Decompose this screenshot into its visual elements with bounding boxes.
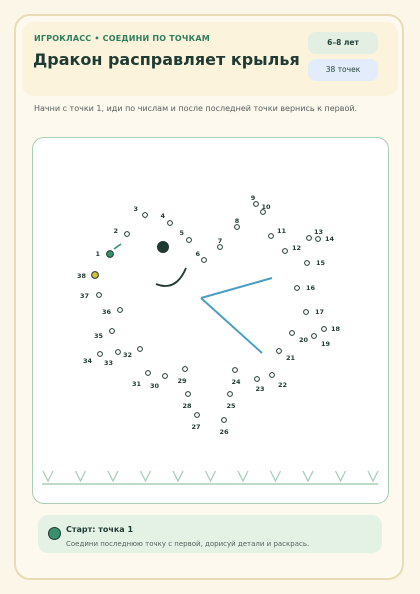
dot-number-label: 6 xyxy=(195,250,200,258)
dot-number-label: 17 xyxy=(315,308,325,316)
puzzle-dot[interactable] xyxy=(312,334,317,339)
puzzle-dot[interactable] xyxy=(283,249,288,254)
puzzle-dot[interactable] xyxy=(110,329,115,334)
puzzle-dot[interactable] xyxy=(228,392,233,397)
puzzle-dot[interactable] xyxy=(307,236,312,241)
page-title: Дракон расправляет крылья xyxy=(33,50,300,69)
grass-tuft-icon xyxy=(238,471,248,481)
puzzle-dot[interactable] xyxy=(269,234,274,239)
puzzle-dot[interactable] xyxy=(187,238,192,243)
puzzle-dot[interactable] xyxy=(270,373,275,378)
dot-number-label: 9 xyxy=(250,194,256,202)
dot-number-label: 22 xyxy=(278,381,288,389)
puzzle-dot[interactable] xyxy=(143,213,148,218)
grass-tuft-icon xyxy=(173,471,183,481)
dot-number-label: 38 xyxy=(76,272,86,280)
puzzle-dot[interactable] xyxy=(97,293,102,298)
dot-number-label: 8 xyxy=(234,217,240,225)
dot-number-label: 13 xyxy=(314,228,324,236)
puzzle-dot[interactable] xyxy=(254,202,259,207)
grass-tuft-icon xyxy=(303,471,313,481)
grass-tuft-icon xyxy=(43,471,53,481)
grass-tuft-icon xyxy=(76,471,86,481)
puzzle-dot[interactable] xyxy=(305,261,310,266)
puzzle-dot[interactable] xyxy=(163,374,168,379)
puzzle-dot[interactable] xyxy=(125,232,130,237)
dot-number-label: 27 xyxy=(191,423,201,431)
dot-number-label: 14 xyxy=(325,235,335,243)
brand-label: ИГРОКЛАСС • СОЕДИНИ ПО ТОЧКАМ xyxy=(34,34,210,43)
puzzle-dot[interactable] xyxy=(316,237,321,242)
age-badge: 6–8 лет xyxy=(308,32,378,54)
grass-tuft-icon xyxy=(108,471,118,481)
puzzle-dot[interactable] xyxy=(195,413,200,418)
dot-number-label: 12 xyxy=(292,244,302,252)
puzzle-dot[interactable] xyxy=(322,327,327,332)
puzzle-dot[interactable] xyxy=(295,286,300,291)
dot-number-label: 28 xyxy=(182,402,192,410)
dot-number-label: 29 xyxy=(177,377,187,385)
puzzle-dot[interactable] xyxy=(233,368,238,373)
puzzle-dot[interactable] xyxy=(116,350,121,355)
start-dot[interactable] xyxy=(107,251,114,258)
numbered-dots xyxy=(77,194,341,436)
dot-number-label: 33 xyxy=(103,359,113,367)
puzzle-dot[interactable] xyxy=(235,225,240,230)
instruction-text: Начни с точки 1, иди по числам и после последней точки вернись к первой. xyxy=(34,104,358,113)
dot-puzzle-canvas[interactable] xyxy=(32,137,389,504)
dot-number-label: 31 xyxy=(131,380,141,388)
smile-icon xyxy=(156,268,186,286)
puzzle-dot[interactable] xyxy=(186,392,191,397)
puzzle-dot[interactable] xyxy=(218,245,223,250)
grass-tuft-icon xyxy=(336,471,346,481)
eye-icon xyxy=(157,241,169,253)
dot-number-label: 30 xyxy=(149,382,159,390)
dot-number-label: 5 xyxy=(179,229,184,237)
puzzle-dot[interactable] xyxy=(146,371,151,376)
puzzle-dot[interactable] xyxy=(222,418,227,423)
dot-count-badge: 38 точек xyxy=(308,59,378,81)
dot-number-label: 24 xyxy=(231,378,241,386)
puzzle-dot[interactable] xyxy=(138,347,143,352)
start-dot-icon xyxy=(48,527,61,540)
dot-number-label: 18 xyxy=(331,325,341,333)
puzzle-dot[interactable] xyxy=(98,352,103,357)
dot-number-label: 36 xyxy=(101,308,111,316)
dot-number-label: 4 xyxy=(160,212,165,220)
grass-tuft-icon xyxy=(206,471,216,481)
dot-number-label: 16 xyxy=(306,284,316,292)
dragon-hint-drawing xyxy=(114,241,272,353)
dot-number-label: 37 xyxy=(79,292,89,300)
end-dot[interactable] xyxy=(92,272,99,279)
dot-number-label: 21 xyxy=(286,354,296,362)
dot-number-label: 3 xyxy=(133,205,138,213)
dot-number-label: 2 xyxy=(113,227,118,235)
horn-hint xyxy=(114,244,121,249)
dot-number-label: 15 xyxy=(316,259,326,267)
dot-number-label: 26 xyxy=(219,428,229,436)
dot-number-label: 20 xyxy=(299,336,309,344)
dot-number-label: 23 xyxy=(255,385,265,393)
grass-tuft-icon xyxy=(141,471,151,481)
puzzle-dot[interactable] xyxy=(255,377,260,382)
dot-number-label: 19 xyxy=(321,340,331,348)
puzzle-dot[interactable] xyxy=(304,310,309,315)
puzzle-dot[interactable] xyxy=(168,221,173,226)
grass-tuft-icon xyxy=(368,471,378,481)
wing-line-upper xyxy=(201,278,272,298)
start-title: Старт: точка 1 xyxy=(66,525,134,534)
puzzle-dot[interactable] xyxy=(202,258,207,263)
grass-tuft-icon xyxy=(271,471,281,481)
dot-number-label: 10 xyxy=(261,203,271,211)
dot-number-label: 7 xyxy=(217,237,223,245)
puzzle-dot[interactable] xyxy=(290,331,295,336)
start-hint: Соедини последнюю точку с первой, дорисуй детали и раскрась. xyxy=(66,540,310,548)
dot-number-label: 32 xyxy=(122,351,132,359)
puzzle-dot[interactable] xyxy=(183,367,188,372)
dot-number-label: 1 xyxy=(95,250,100,258)
puzzle-dot[interactable] xyxy=(118,308,123,313)
dot-number-label: 34 xyxy=(82,357,92,365)
grass-row xyxy=(42,471,378,484)
dot-number-label: 35 xyxy=(93,332,103,340)
wing-line-lower xyxy=(201,298,262,353)
puzzle-dot[interactable] xyxy=(277,349,282,354)
dot-number-label: 25 xyxy=(226,402,236,410)
dot-number-label: 11 xyxy=(277,227,287,235)
